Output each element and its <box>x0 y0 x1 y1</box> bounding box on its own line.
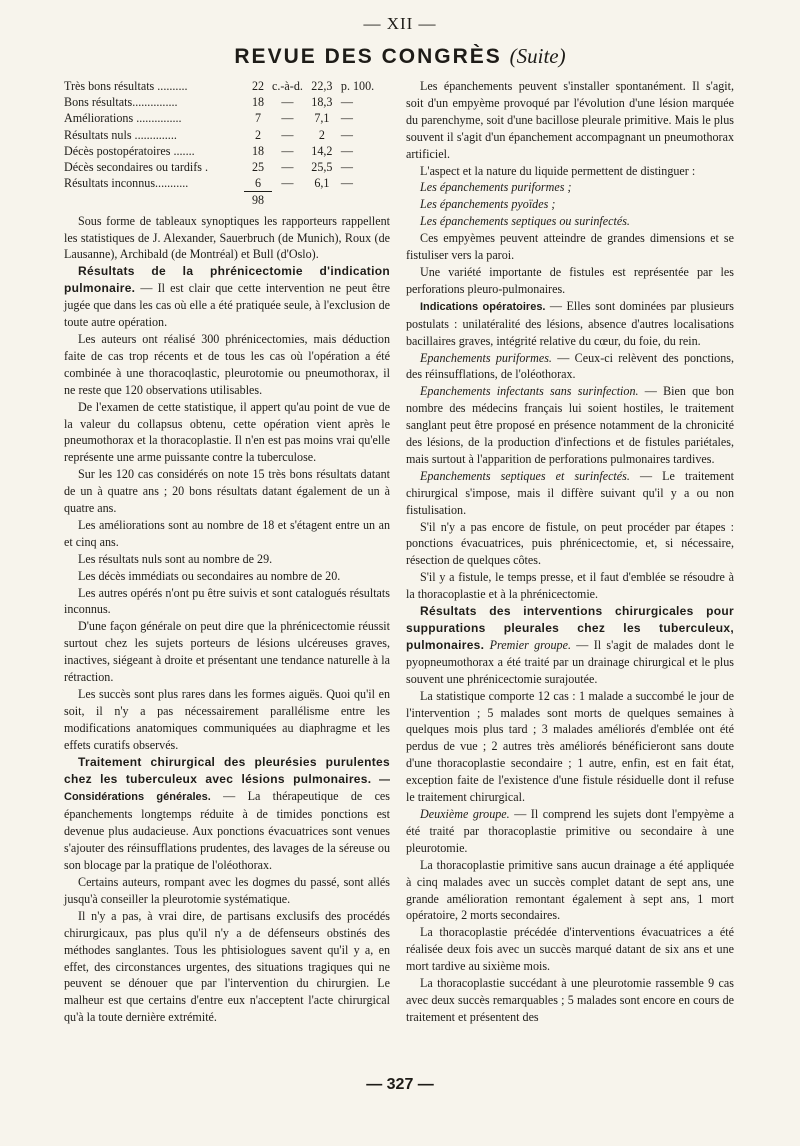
list-item: Les épanchements puriformes ; <box>420 180 572 195</box>
paragraph: Les décès immédiats ou secondaires au nombre de 20. <box>78 568 341 583</box>
table-cell-unit: — <box>340 176 353 191</box>
page-title <box>0 44 800 69</box>
roman-numeral-header: — XII — <box>363 14 437 33</box>
section-paragraph <box>64 754 390 874</box>
paragraph-text: — Ceux-ci relèvent des ponctions, des réinsufflations, de l'oléothorax. <box>406 350 734 382</box>
section-paragraph <box>406 350 734 384</box>
section-paragraph <box>406 298 734 350</box>
section-paragraph <box>64 263 390 331</box>
italic-heading: Epanchements septiques et surinfectés. <box>420 468 630 483</box>
table-cell-dash: — <box>281 127 294 142</box>
table-cell-dash: — <box>281 143 294 158</box>
table-cell-value: 14,2 <box>311 143 333 158</box>
paragraph: Les auteurs ont réalisé 300 phrénicectomies, mais déduction faite de cas trop récents et de tous les cas où l'opération a été combinée à une thoracoqlastic, pleurotomie ou pneumothorax, il ne reste que 120 observations utilisables. <box>64 331 390 397</box>
table-cell-dash: — <box>281 160 294 175</box>
table-cell-empty <box>272 192 303 209</box>
paragraph-text: — Le traitement chirurgical s'impose, mais il diffère suivant qu'il y a ou non fistulisation. <box>406 468 734 517</box>
paragraph: Ces empyèmes peuvent atteindre de grandes dimensions et se fistuliser vers la paroi. <box>406 231 734 263</box>
italic-heading: Epanchements puriformes. <box>420 350 552 365</box>
page-number: — 327 — <box>366 1076 434 1093</box>
table-row <box>64 94 390 110</box>
table-cell-count: 25 <box>251 160 265 175</box>
section-heading: Indications opératoires. <box>420 300 546 313</box>
table-row <box>64 127 390 143</box>
table-row <box>64 78 390 94</box>
italic-heading: Epanchements infectants sans surinfection. <box>420 384 639 399</box>
table-cell-count: 7 <box>254 111 262 126</box>
table-cell-label: Très bons résultats .......... <box>64 79 188 93</box>
table-cell-count: 18 <box>251 95 265 110</box>
table-total-value: 98 <box>244 192 272 209</box>
table-cell-count: 2 <box>254 127 262 142</box>
paragraph: La thoracoplastie précédée d'interventions évacuatrices a été réalisée deux fois avec un succès marqué datant de six ans et une mort tardive au sixième mois. <box>406 925 734 974</box>
table-cell-label: Résultats nuls .............. <box>64 127 177 142</box>
table-total-row <box>64 192 390 209</box>
paragraph: Les résultats nuls sont au nombre de 29. <box>78 551 273 566</box>
table-cell-value: 25,5 <box>311 160 333 175</box>
title-suite: (Suite) <box>509 44 566 68</box>
table-cell-unit: — <box>340 127 353 142</box>
table-cell-empty <box>303 192 341 209</box>
paragraph: Les épanchements peuvent s'installer spontanément. Il s'agit, soit d'un empyème provoqué par l'évolution d'une lésion marquée du parenchyme, soit d'une bacillose pleurale primitive. Mais le plus souvent il s'agit d'un épanchement accompagnant un pneumothorax artificiel. <box>406 79 734 161</box>
paragraph: Les autres opérés n'ont pu être suivis et sont catalogués résultats inconnus. <box>64 585 390 617</box>
table-cell-unit: — <box>340 143 353 158</box>
table-cell-unit: — <box>340 95 353 110</box>
paragraph: Sous forme de tableaux synoptiques les rapporteurs rappellent les statistiques de J. Alexander, Sauerbruch (de Munich), Roux (de Lausanne), Archibald (de Montréal) et Bull (d'Oslo). <box>64 213 390 262</box>
results-table <box>64 78 390 209</box>
paragraph: Certains auteurs, rompant avec les dogmes du passé, sont allés jusqu'à conseiller la pleurotomie systématique. <box>64 874 390 906</box>
paragraph: Sur les 120 cas considérés on note 15 très bons résultats datant de un à quatre ans ; 20 bons résultats datant également de un à quatre ans. <box>64 467 390 516</box>
paragraph: L'aspect et la nature du liquide permettent de distinguer : <box>420 163 696 178</box>
table-cell-unit: — <box>340 160 353 175</box>
table-cell-label: Décès secondaires ou tardifs . <box>64 160 209 175</box>
table-row <box>64 143 390 159</box>
paragraph: La thoracoplastie succédant à une pleurotomie rassemble 9 cas avec deux succès remarquables ; 5 malades sont encore en cours de traitement et présentent des <box>406 976 734 1024</box>
left-column <box>64 78 390 1026</box>
table-cell-unit: p. 100. <box>340 79 375 93</box>
section-heading: Traitement chirurgical des pleurésies purulentes chez les tuberculeux avec lésions pulmonaires. <box>64 754 390 786</box>
section-paragraph <box>406 468 734 519</box>
italic-heading: Deuxième groupe. <box>420 806 510 821</box>
section-heading: Résultats de la phrénicectomie d'indication pulmonaire. <box>64 264 390 296</box>
paragraph: Les améliorations sont au nombre de 18 et s'étagent entre un an et cinq ans. <box>64 517 390 549</box>
table-cell-count: 22 <box>251 79 265 93</box>
italic-heading: Premier groupe. <box>489 637 571 652</box>
paragraph-text: — Il est clair que cette intervention ne peut être jugée que dans les cas où elle a été pratiquée seule, à l'exclusion de toute autre opération. <box>64 281 390 330</box>
list-item: Les épanchements pyoïdes ; <box>420 197 556 212</box>
table-cell-empty <box>341 192 390 209</box>
table-row <box>64 110 390 126</box>
section-paragraph <box>406 603 734 688</box>
paragraph: De l'examen de cette statistique, il appert qu'au point de vue de la valeur du collapsus obtenu, cette opération vient après le pneumothorax et la thoracoplastie. Il n'en est pas moins vrai qu'elle représente une arme puissante contre la tuberculose. <box>64 399 390 465</box>
table-row <box>64 159 390 175</box>
paragraph: D'une façon générale on peut dire que la phrénicectomie réussit surtout chez les sujets porteurs de lésions ulcéreuses graves, inactives, siégeant à droite et présentant une tendance naturelle à la rétraction. <box>64 619 390 685</box>
table-cell-dash: — <box>281 95 294 110</box>
results-table-body <box>64 78 390 209</box>
table-cell-label: Décès postopératoires ....... <box>64 143 195 158</box>
paragraph: La statistique comporte 12 cas : 1 malade a succombé le jour de l'intervention ; 5 malades sont morts de quelques semaines à quelques mois plus tard ; 3 malades améliorés d'emblée ont été perdus de vue ; 2 autres très améliorés bénéficieront sans doute d'une thoracoplastie secondaire ; 1 autre, enfin, est en fait état, exception faite de l'existence d'une fistule résiduelle dont il refuse le traitement chirurgical. <box>406 688 734 805</box>
table-row <box>64 175 390 192</box>
section-heading: Résultats des interventions chirurgicales pour suppurations pleurales chez les tuberculeux, pulmonaires. <box>406 604 734 652</box>
table-cell-value: 18,3 <box>311 95 333 110</box>
paragraph-text: — Il s'agit de malades dont le pyopneumothorax a été traité par un drainage chirurgical et le plus souvent une phrénicectomie surajoutée. <box>406 637 734 686</box>
right-column <box>406 78 734 1026</box>
subsection-heading: — Considérations générales. <box>64 773 390 804</box>
title-text: REVUE DES CONGRÈS <box>234 45 502 68</box>
table-cell-dash: c.-à-d. <box>272 79 303 93</box>
paragraph: Une variété importante de fistules est représentée par les perforations pleuro-pulmonaires. <box>406 264 734 296</box>
paragraph: S'il n'y a pas encore de fistule, on peut procéder par étapes : ponctions évacuatrices, puis phrénicectomie, et, si nécessaire, résection de quelques côtes. <box>406 519 734 568</box>
table-cell-count: 18 <box>251 143 265 158</box>
table-cell-dash: — <box>281 111 294 126</box>
table-cell-value: 6,1 <box>314 176 330 191</box>
paragraph: Les succès sont plus rares dans les formes aiguës. Quoi qu'il en soit, il n'y a pas nécessairement parallélisme entre les modifications anatomiques communiquées au diaphragme et les effets curatifs observés. <box>64 687 390 752</box>
paragraph-text: — Elles sont dominées par plusieurs postulats : unilatéralité des lésions, absence d'autres localisations bacillaires graves, intégrité relative du cœur, du foie, du rein. <box>406 298 734 348</box>
paragraph: La thoracoplastie primitive sans aucun drainage a été appliquée à cinq malades avec un succès complet datant de sept ans, une grande amélioration remontant également à sept ans, 1 mort opératoire, 2 morts secondaires. <box>406 857 734 923</box>
table-cell-unit: — <box>340 111 353 126</box>
paragraph-text: — La thérapeutique de ces épanchements longtemps réduite à de timides ponctions est devenue plus audacieuse. Aux ponctions évacuatrices sont venues s'ajouter des réinsufflations prudentes, des lavages de la séreuse ou son blocage par la pratique de l'oléothorax. <box>64 789 391 873</box>
paragraph: S'il y a fistule, le temps presse, et il faut d'emblée se résoudre à la thoracoplastie et à la phrénicectomie. <box>406 570 734 602</box>
paragraph-text: — Il comprend les sujets dont l'empyème a été traité par thoracoplastie primitive ou secondaire à une pleurotomie. <box>406 806 734 855</box>
section-paragraph <box>406 806 734 857</box>
list-item: Les épanchements septiques ou surinfectés. <box>420 214 630 229</box>
table-cell-count: 6 <box>254 176 262 191</box>
table-cell-label: Résultats inconnus........... <box>64 176 189 191</box>
table-cell-value: 22,3 <box>311 79 333 93</box>
table-cell-value: 2 <box>318 127 325 142</box>
table-cell-label: Améliorations ............... <box>64 111 182 126</box>
table-cell-dash: — <box>281 176 294 191</box>
table-cell-label: Bons résultats............... <box>64 95 178 110</box>
paragraph: Il n'y a pas, à vrai dire, de partisans exclusifs des procédés chirurgicaux, pas plus qu'il n'y a de défenseurs obstinés des méthodes sanglantes. Tous les phtisiologues savent qu'il y a, en effet, des circonstances urgentes, des situations tragiques qui ne peuvent se dénouer que par l'intervention du chirurgien. Le malheur est que certains d'entre eux n'acceptent l'acte chirurgical qu'à la toute dernière extrémité. <box>64 908 390 1025</box>
table-cell-value: 7,1 <box>314 111 330 126</box>
table-cell-empty <box>64 192 244 209</box>
paragraph-text: — Bien que bon nombre des médecins français lui soient hostiles, le traitement sanglant peut être proposé en présence notamment de la chronicité des lésions, de la production d'infections et de fistules pariétales, mais surtout à l'apparition de perforations pulmonaires tardives. <box>406 384 734 466</box>
section-paragraph <box>406 383 734 468</box>
